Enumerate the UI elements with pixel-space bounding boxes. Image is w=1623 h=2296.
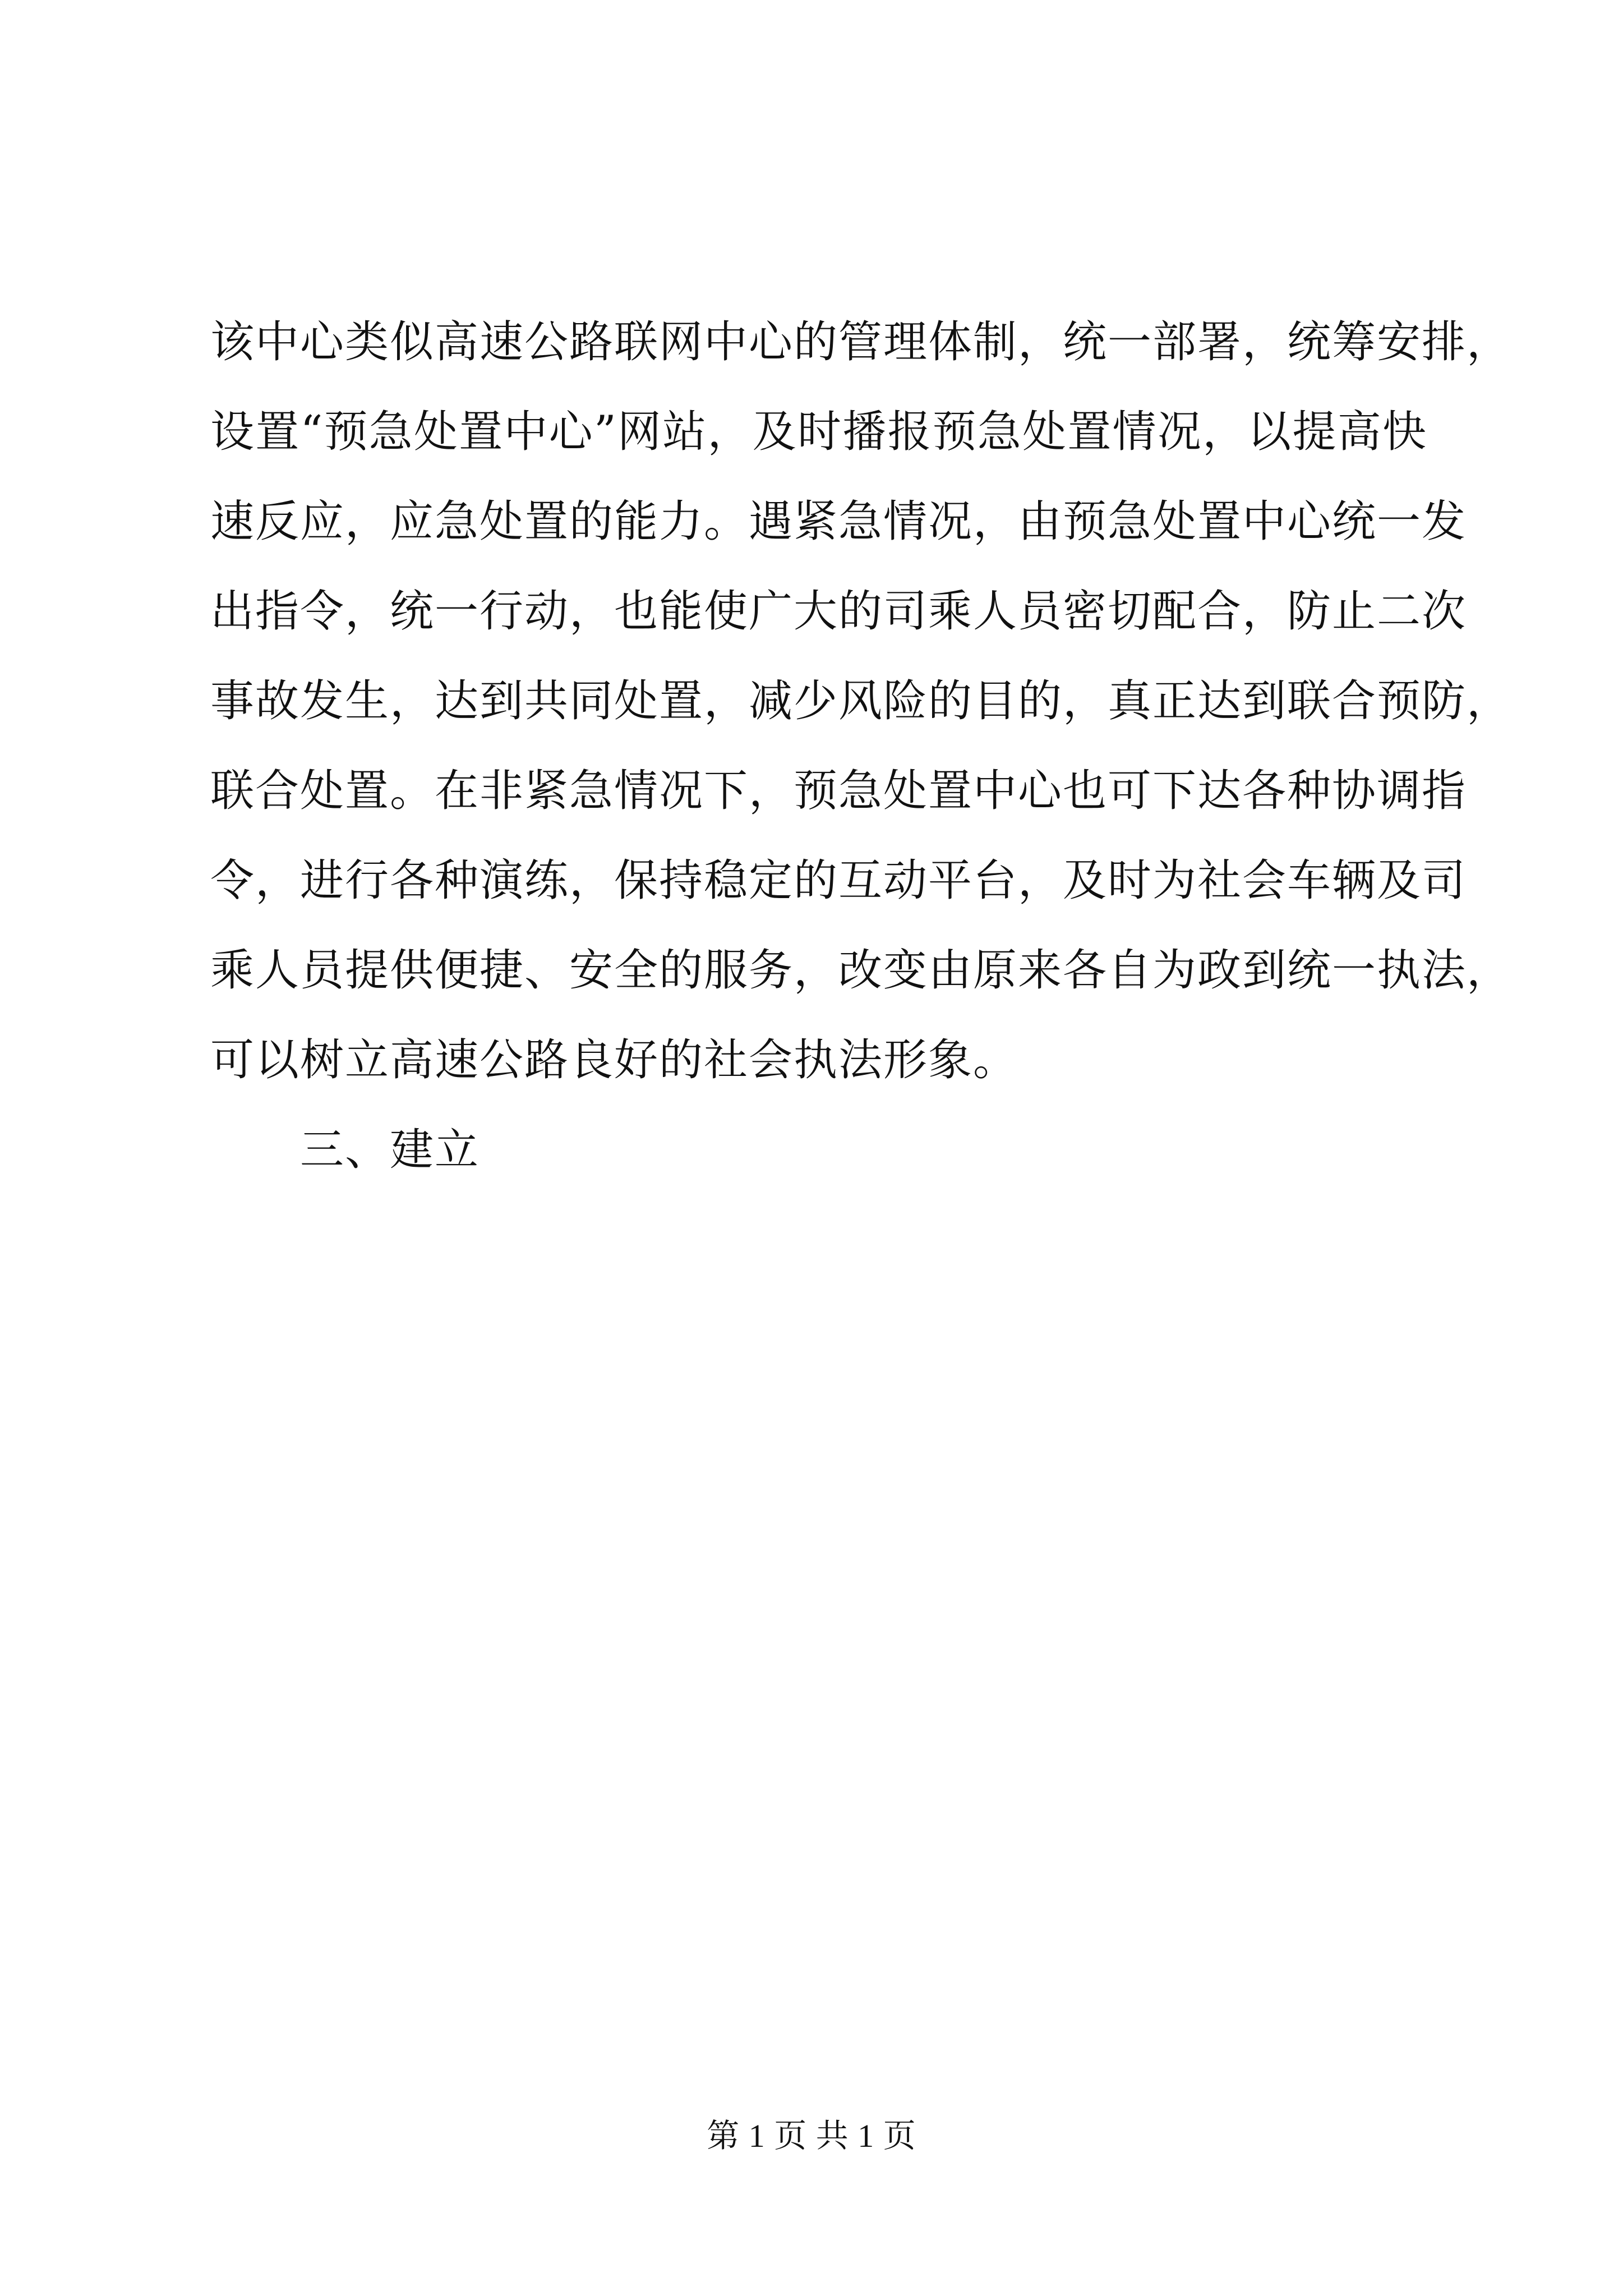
paragraph-line-1: 该中心类似高速公路联网中心的管理体制，统一部署，统筹安排， bbox=[210, 317, 1512, 367]
paragraph-line-7: 令，进行各种演练，保持稳定的互动平台，及时为社会车辆及司 bbox=[210, 855, 1467, 906]
page-number-footer: 第 1 页 共 1 页 bbox=[707, 2118, 916, 2154]
paragraph-line-8: 乘人员提供便捷、安全的服务，改变由原来各自为政到统一执法， bbox=[210, 945, 1512, 996]
paragraph-line-9: 可以树立高速公路良好的社会执法形象。 bbox=[210, 1035, 1018, 1085]
paragraph-line-4: 出指令，统一行动，也能使广大的司乘人员密切配合，防止二次 bbox=[210, 586, 1467, 637]
paragraph-line-5: 事故发生，达到共同处置，减少风险的目的，真正达到联合预防， bbox=[210, 676, 1512, 726]
paragraph-line-6: 联合处置。在非紧急情况下，预急处置中心也可下达各种协调指 bbox=[210, 766, 1467, 816]
document-body bbox=[210, 297, 1512, 1195]
section-heading: 三、建立 bbox=[300, 1125, 480, 1175]
paragraph-line-3: 速反应，应急处置的能力。遇紧急情况，由预急处置中心统一发 bbox=[210, 496, 1467, 547]
paragraph-line-2: 设置“预急处置中心”网站，及时播报预急处置情况，以提高快 bbox=[210, 407, 1427, 457]
